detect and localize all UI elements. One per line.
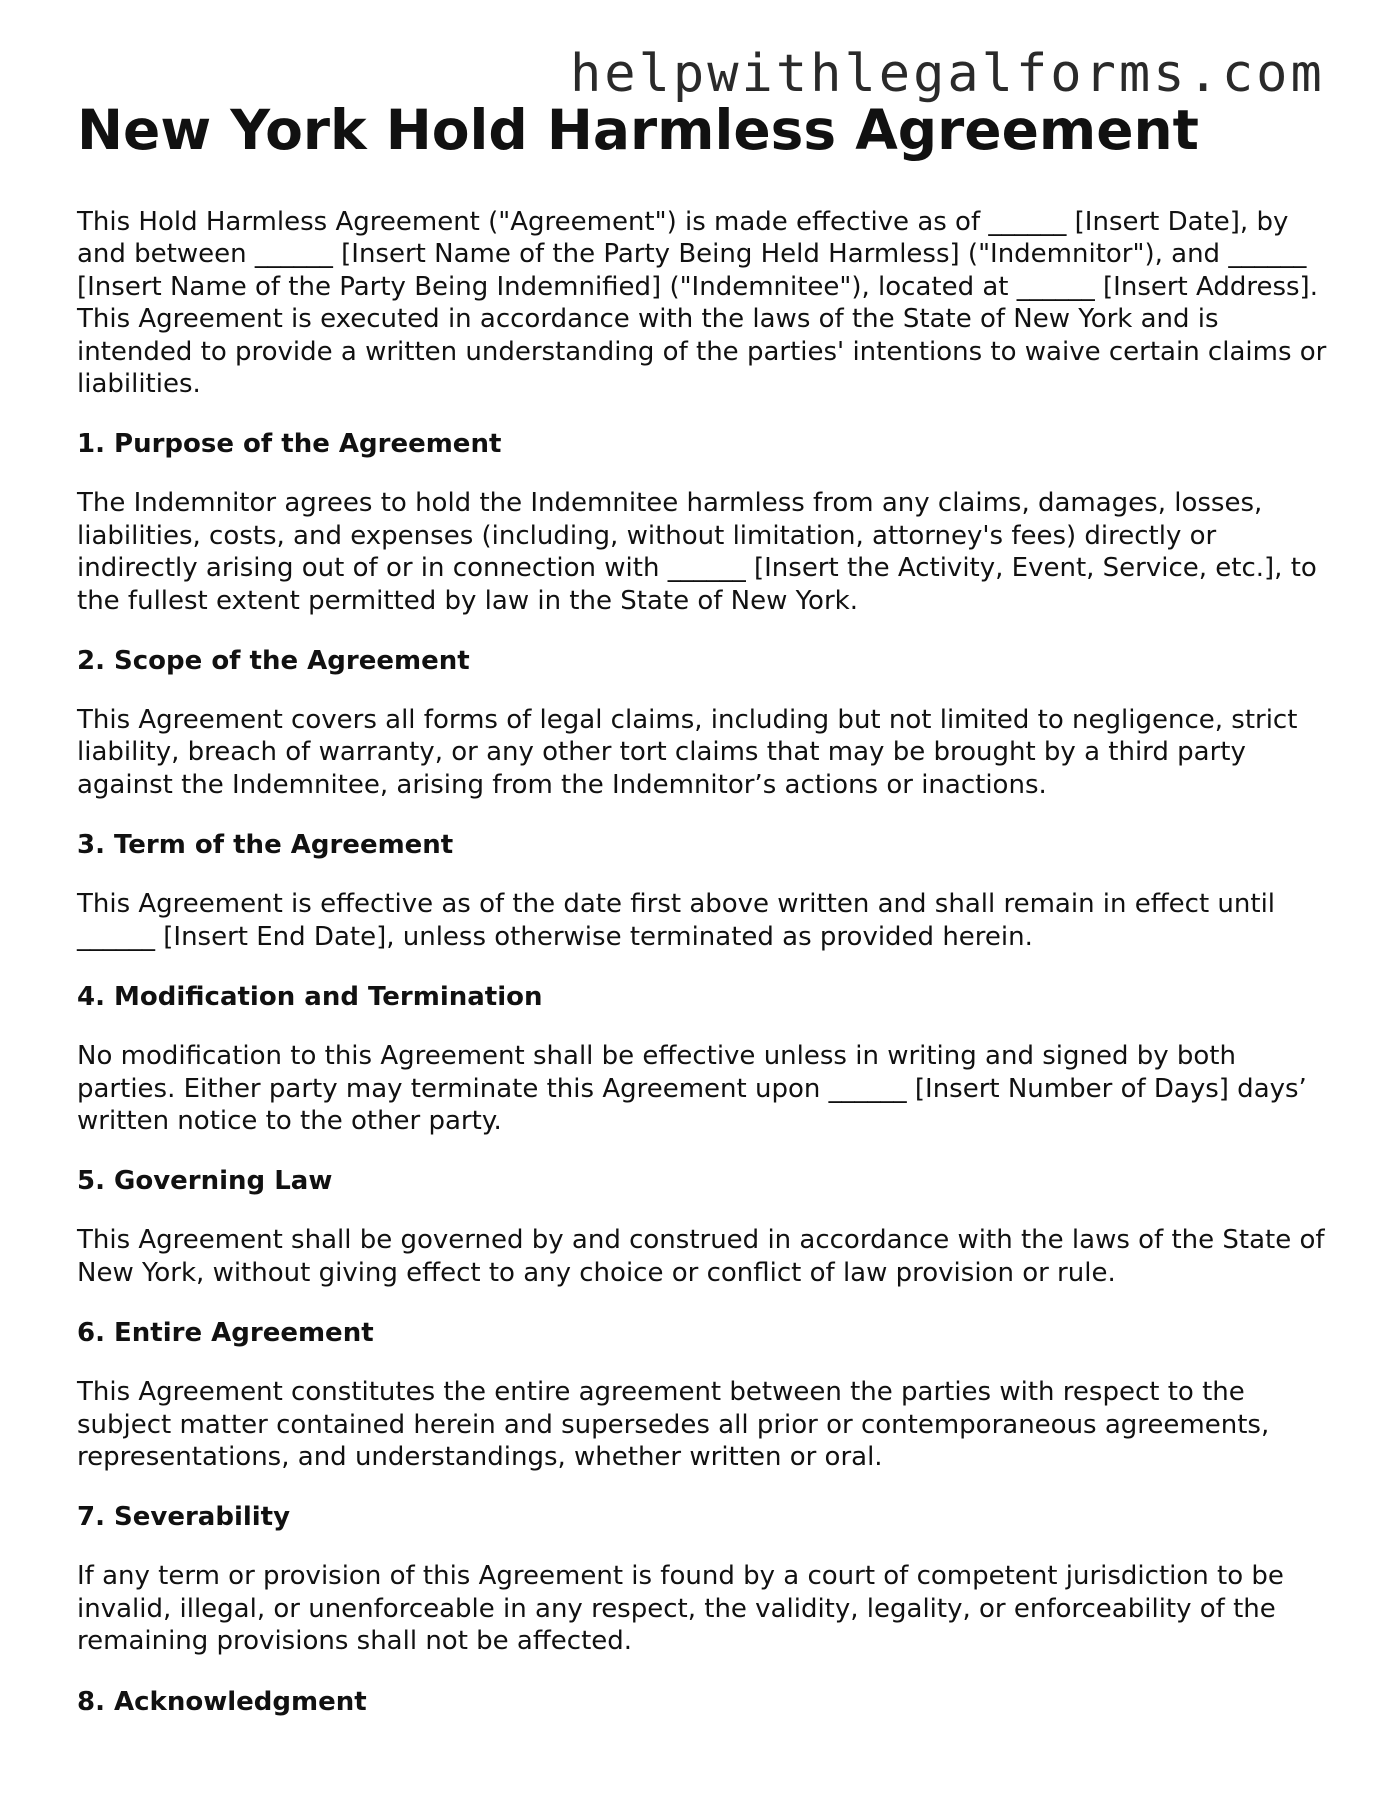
section-body-severability: If any term or provision of this Agreement is found by a court of competent jurisdiction to be invalid, illegal, or unenforceable in any respect, the validity, legality, or enforceability of the remaining provisions shall not be affected. xyxy=(77,1561,1284,1657)
section-heading-term: 3. Term of the Agreement xyxy=(77,830,454,861)
intro-paragraph: This Hold Harmless Agreement ("Agreement") is made effective as of ______ [Insert Date], by and between ______ [Insert Name of the Party Being Held Harmless] ("Indemnitor"), and ______ [Insert Name of the Party Being Indemnified] ("Indemnitee"), located at ______ [Insert Address]. This Agreement is executed in accordance with the laws of the State of New York and is intended to provide a written understanding of the parties' intentions to waive certain claims or liabilities. xyxy=(77,207,1327,400)
document-body xyxy=(77,98,1337,1745)
section-heading-governing-law: 5. Governing Law xyxy=(77,1166,333,1197)
section-body-governing-law: This Agreement shall be governed by and construed in accordance with the laws of the State of New York, without giving effect to any choice or conflict of law provision or rule. xyxy=(77,1225,1325,1288)
section-heading-scope: 2. Scope of the Agreement xyxy=(77,646,470,677)
section-heading-modification: 4. Modification and Termination xyxy=(77,982,543,1013)
section-body-scope: This Agreement covers all forms of legal claims, including but not limited to negligence, strict liability, breach of warranty, or any other tort claims that may be brought by a third party against the Indemnitee, arising from the Indemnitor’s actions or inactions. xyxy=(77,705,1298,800)
section-body-term: This Agreement is effective as of the date first above written and shall remain in effect until ______ [Insert End Date], unless otherwise terminated as provided herein. xyxy=(77,889,1276,952)
section-body-modification: No modification to this Agreement shall be effective unless in writing and signed by both parties. Either party may terminate this Agreement upon ______ [Insert Number of Days] days’ written notice to the other party. xyxy=(77,1041,1307,1136)
section-heading-entire-agreement: 6. Entire Agreement xyxy=(77,1318,374,1349)
document-title: New York Hold Harmless Agreement xyxy=(77,98,1199,162)
site-watermark: helpwithlegalforms.com xyxy=(570,44,1325,104)
section-body-purpose: The Indemnitor agrees to hold the Indemnitee harmless from any claims, damages, losses, liabilities, costs, and expenses (including, without limitation, attorney's fees) directly or indirectly arising out of or in connection with ______ [Insert the Activity, Event, Service, etc.], to the fullest extent permitted by law in the State of New York. xyxy=(77,488,1317,616)
section-heading-purpose: 1. Purpose of the Agreement xyxy=(77,429,502,460)
section-heading-severability: 7. Severability xyxy=(77,1502,291,1533)
section-heading-acknowledgment: 8. Acknowledgment xyxy=(77,1686,367,1717)
section-body-entire-agreement: This Agreement constitutes the entire agreement between the parties with respect to the subject matter contained herein and supersedes all prior or contemporaneous agreements, representations, and understandings, whether written or oral. xyxy=(77,1377,1270,1472)
